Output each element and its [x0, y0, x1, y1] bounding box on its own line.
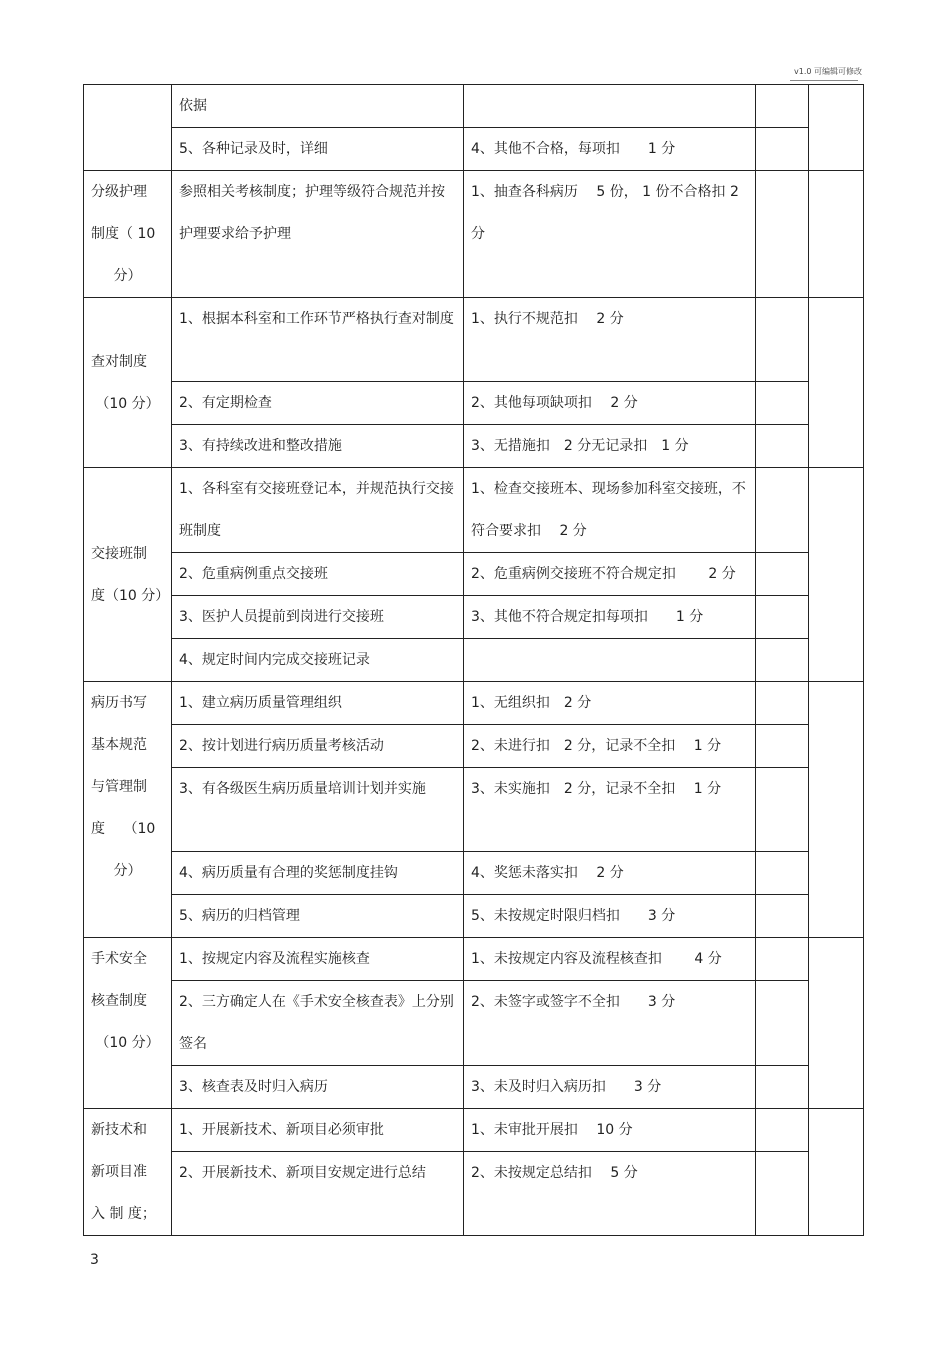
table-cell: 2、开展新技术、新项目安规定进行总结	[172, 1152, 464, 1236]
table-cell: 3、其他不符合规定扣每项扣 1 分	[464, 596, 756, 639]
category-text: 制度（ 10	[91, 226, 156, 242]
score-cell	[756, 171, 809, 298]
table-cell: 1、按规定内容及流程实施核查	[172, 938, 464, 981]
remark-cell	[809, 298, 864, 468]
table-cell: 4、其他不合格，每项扣 1 分	[464, 128, 756, 171]
category-text: 核查制度	[91, 993, 147, 1009]
category-cell	[84, 468, 172, 682]
table-cell: 1、抽查各科病历 5 份， 1 份不合格扣 2 分	[464, 171, 756, 298]
score-cell	[756, 85, 809, 128]
table-cell: 3、医护人员提前到岗进行交接班	[172, 596, 464, 639]
table-cell: 1、建立病历质量管理组织	[172, 682, 464, 725]
table-cell: 2、未按规定总结扣 5 分	[464, 1152, 756, 1236]
table-cell: 1、根据本科室和工作环节严格执行查对制度	[172, 298, 464, 382]
table-cell: 1、无组织扣 2 分	[464, 682, 756, 725]
table-cell: 3、有持续改进和整改措施	[172, 425, 464, 468]
table-cell: 3、未实施扣 2 分，记录不全扣 1 分	[464, 768, 756, 852]
category-text: 与管理制	[91, 779, 147, 795]
score-cell	[756, 382, 809, 425]
table-cell: 参照相关考核制度；护理等级符合规范并按护理要求给予护理	[172, 171, 464, 298]
remark-cell	[809, 1109, 864, 1236]
category-cell	[84, 1109, 172, 1236]
table-cell: 3、未及时归入病历扣 3 分	[464, 1066, 756, 1109]
category-text: 交接班制	[91, 545, 147, 562]
table-cell: 2、未进行扣 2 分，记录不全扣 1 分	[464, 725, 756, 768]
category-text: 新项目准	[91, 1164, 147, 1180]
score-cell	[756, 1066, 809, 1109]
table-cell: 2、危重病例交接班不符合规定扣 2 分	[464, 553, 756, 596]
table-cell	[464, 639, 756, 682]
table-cell: 5、未按规定时限归档扣 3 分	[464, 895, 756, 938]
category-cell	[84, 938, 172, 1109]
score-cell	[756, 128, 809, 171]
table-cell: 1、检查交接班本、现场参加科室交接班，不符合要求扣 2 分	[464, 468, 756, 553]
remark-cell	[809, 682, 864, 938]
table-cell: 1、开展新技术、新项目必须审批	[172, 1109, 464, 1152]
table-cell: 4、奖惩未落实扣 2 分	[464, 852, 756, 895]
remark-cell	[809, 938, 864, 1109]
table-cell: 3、无措施扣 2 分无记录扣 1 分	[464, 425, 756, 468]
category-cell	[84, 85, 172, 171]
table-cell: 3、有各级医生病历质量培训计划并实施	[172, 768, 464, 852]
table-cell: 2、未签字或签字不全扣 3 分	[464, 981, 756, 1066]
score-cell	[756, 981, 809, 1066]
remark-cell	[809, 85, 864, 171]
table-cell: 2、三方确定人在《手术安全核查表》上分别签名	[172, 981, 464, 1066]
table-cell: 1、各科室有交接班登记本，并规范执行交接班制度	[172, 468, 464, 553]
category-text: 分）	[113, 863, 142, 879]
score-cell	[756, 425, 809, 468]
evaluation-table	[83, 84, 864, 1236]
score-cell	[756, 298, 809, 382]
table-cell: 5、病历的归档管理	[172, 895, 464, 938]
category-text: 查对制度	[91, 353, 147, 370]
score-cell	[756, 1152, 809, 1236]
score-cell	[756, 768, 809, 852]
category-cell	[84, 171, 172, 298]
remark-cell	[809, 171, 864, 298]
table-cell: 2、危重病例重点交接班	[172, 553, 464, 596]
table-cell: 4、病历质量有合理的奖惩制度挂钩	[172, 852, 464, 895]
table-cell: 1、未审批开展扣 10 分	[464, 1109, 756, 1152]
table-cell: 3、核查表及时归入病历	[172, 1066, 464, 1109]
header-rule	[790, 80, 858, 81]
remark-cell	[809, 468, 864, 682]
category-text: 新技术和	[91, 1122, 147, 1138]
score-cell	[756, 682, 809, 725]
page-number: 3	[90, 1252, 99, 1268]
table-cell: 1、未按规定内容及流程核查扣 4 分	[464, 938, 756, 981]
version-note: v1.0 可编辑可修改	[794, 67, 862, 76]
category-text: 手术安全	[91, 951, 147, 967]
category-text: 度 （10	[91, 821, 156, 837]
score-cell	[756, 639, 809, 682]
category-text: 分级护理	[91, 184, 147, 200]
category-cell	[84, 682, 172, 938]
table-cell: 依据	[172, 85, 464, 128]
category-cell	[84, 298, 172, 468]
score-cell	[756, 938, 809, 981]
category-text: （10 分）	[95, 395, 160, 412]
table-cell: 2、按计划进行病历质量考核活动	[172, 725, 464, 768]
table-cell: 1、执行不规范扣 2 分	[464, 298, 756, 382]
score-cell	[756, 725, 809, 768]
table-cell: 4、规定时间内完成交接班记录	[172, 639, 464, 682]
table-cell: 2、其他每项缺项扣 2 分	[464, 382, 756, 425]
category-text: 分）	[113, 268, 142, 284]
category-text: （10 分）	[95, 1035, 160, 1051]
category-text: 入 制 度；	[91, 1206, 156, 1222]
table-cell: 2、有定期检查	[172, 382, 464, 425]
table-cell	[464, 85, 756, 128]
score-cell	[756, 1109, 809, 1152]
score-cell	[756, 596, 809, 639]
score-cell	[756, 468, 809, 553]
category-text: 基本规范	[91, 737, 147, 753]
score-cell	[756, 553, 809, 596]
table-cell: 5、各种记录及时，详细	[172, 128, 464, 171]
category-text: 病历书写	[91, 695, 147, 711]
category-text: 度（10 分）	[91, 587, 170, 604]
score-cell	[756, 852, 809, 895]
score-cell	[756, 895, 809, 938]
